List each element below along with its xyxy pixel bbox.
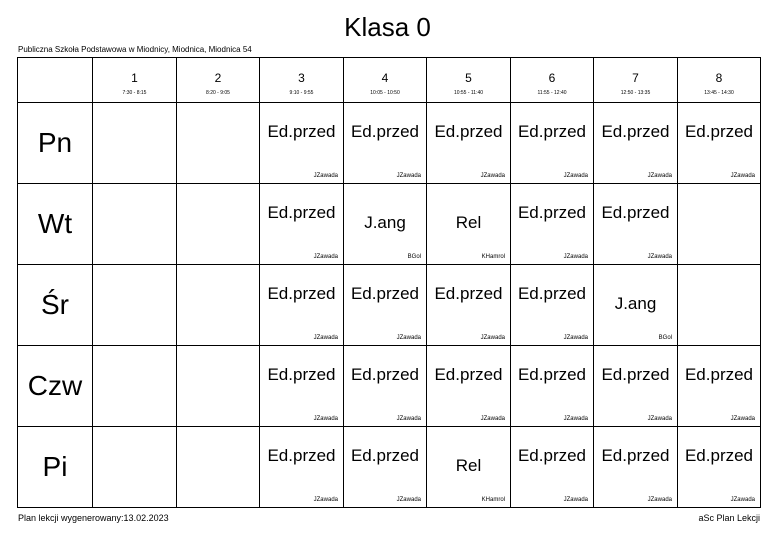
lesson-subject: Ed.przed — [350, 284, 420, 303]
lesson-cell — [594, 103, 678, 184]
lesson-cell — [260, 265, 344, 346]
day-row — [18, 265, 761, 346]
lesson-teacher: BGol — [658, 335, 672, 341]
lesson-cell — [344, 346, 427, 427]
period-number: 1 — [131, 71, 138, 85]
corner-cell — [18, 58, 93, 103]
lesson-subject: Rel — [455, 456, 482, 475]
lesson-teacher: JZawada — [313, 335, 338, 341]
lesson-subject: Ed.przed — [601, 446, 670, 465]
lesson-cell — [594, 265, 678, 346]
lesson-cell — [260, 184, 344, 265]
lesson-teacher: JZawada — [647, 254, 672, 260]
empty-cell — [177, 184, 260, 265]
lesson-teacher: JZawada — [480, 173, 505, 179]
empty-cell — [93, 346, 177, 427]
lesson-subject: Ed.przed — [350, 122, 420, 141]
lesson-cell — [427, 103, 511, 184]
brand-label: aSc Plan Lekcji — [698, 513, 760, 523]
empty-cell — [93, 427, 177, 508]
lesson-teacher: JZawada — [647, 416, 672, 422]
lesson-cell — [511, 265, 594, 346]
lesson-teacher: JZawada — [313, 497, 338, 503]
lesson-subject: Ed.przed — [434, 284, 503, 303]
lesson-teacher: JZawada — [647, 497, 672, 503]
empty-cell — [177, 346, 260, 427]
lesson-cell — [260, 103, 344, 184]
period-header — [177, 58, 260, 103]
lesson-subject: Ed.przed — [517, 284, 587, 303]
lesson-subject: Ed.przed — [267, 122, 336, 141]
generated-date: Plan lekcji wygenerowany:13.02.2023 — [18, 513, 169, 523]
day-row — [18, 427, 761, 508]
lesson-teacher: JZawada — [563, 335, 588, 341]
period-number: 3 — [298, 71, 305, 85]
lesson-teacher: KHamrol — [481, 254, 505, 260]
lesson-subject: Ed.przed — [517, 446, 587, 465]
timetable-grid — [17, 57, 761, 508]
period-header — [344, 58, 427, 103]
empty-cell — [93, 184, 177, 265]
lesson-cell — [511, 184, 594, 265]
period-number: 5 — [465, 71, 472, 85]
day-label: Pi — [18, 427, 93, 508]
page-title: Klasa 0 — [344, 12, 431, 42]
lesson-cell — [678, 103, 761, 184]
lesson-subject: Ed.przed — [601, 122, 670, 141]
lesson-teacher: JZawada — [313, 416, 338, 422]
lesson-cell — [594, 184, 678, 265]
day-row — [18, 184, 761, 265]
lesson-subject: Ed.przed — [684, 446, 754, 465]
lesson-cell — [260, 427, 344, 508]
lesson-subject: Ed.przed — [517, 203, 587, 222]
lesson-subject: Ed.przed — [517, 122, 587, 141]
lesson-teacher: JZawada — [396, 335, 421, 341]
lesson-teacher: JZawada — [480, 416, 505, 422]
lesson-teacher: KHamrol — [481, 497, 505, 503]
lesson-subject: J.ang — [614, 294, 657, 313]
lesson-cell — [427, 184, 511, 265]
lesson-teacher: BGol — [407, 254, 421, 260]
empty-cell — [678, 184, 761, 265]
period-header — [427, 58, 511, 103]
period-header — [678, 58, 761, 103]
period-number: 2 — [214, 71, 222, 85]
lesson-subject: Ed.przed — [517, 365, 587, 384]
period-time: 7:30 - 8:15 — [122, 90, 147, 96]
lesson-subject: Ed.przed — [434, 122, 503, 141]
header-row — [18, 58, 761, 103]
period-number: 6 — [548, 71, 556, 85]
lesson-cell — [594, 346, 678, 427]
day-label: Czw — [18, 346, 93, 427]
period-header — [93, 58, 177, 103]
lesson-teacher: JZawada — [396, 416, 421, 422]
day-row — [18, 103, 761, 184]
lesson-cell — [511, 346, 594, 427]
lesson-cell — [344, 184, 427, 265]
empty-cell — [177, 265, 260, 346]
lesson-subject: Ed.przed — [684, 122, 754, 141]
lesson-cell — [344, 103, 427, 184]
lesson-teacher: JZawada — [730, 497, 755, 503]
lesson-teacher: JZawada — [563, 497, 588, 503]
lesson-teacher: JZawada — [563, 173, 588, 179]
period-number: 8 — [715, 71, 723, 85]
period-header — [594, 58, 678, 103]
period-time: 10:05 - 10:50 — [370, 90, 400, 96]
day-row — [18, 346, 761, 427]
lesson-subject: Ed.przed — [350, 365, 420, 384]
day-label: Pn — [18, 103, 93, 184]
lesson-cell — [344, 265, 427, 346]
lesson-teacher: JZawada — [396, 497, 421, 503]
empty-cell — [93, 103, 177, 184]
period-time: 10:55 - 11:40 — [453, 90, 484, 96]
empty-cell — [93, 265, 177, 346]
lesson-cell — [427, 265, 511, 346]
lesson-cell — [678, 427, 761, 508]
day-label: Śr — [18, 265, 93, 346]
period-time: 12:50 - 13:35 — [620, 90, 651, 96]
lesson-cell — [427, 346, 511, 427]
empty-cell — [678, 265, 761, 346]
lesson-teacher: JZawada — [563, 416, 588, 422]
lesson-cell — [511, 427, 594, 508]
lesson-cell — [344, 427, 427, 508]
lesson-cell — [594, 427, 678, 508]
lesson-subject: Ed.przed — [350, 446, 420, 465]
lesson-subject: Ed.przed — [601, 365, 670, 384]
school-name: Publiczna Szkoła Podstawowa w Miodnicy, Miodnica, Miodnica 54 — [18, 45, 252, 54]
lesson-teacher: JZawada — [480, 335, 505, 341]
lesson-subject: Ed.przed — [267, 365, 336, 384]
lesson-subject: J.ang — [364, 213, 406, 232]
empty-cell — [177, 427, 260, 508]
period-number: 7 — [632, 71, 639, 85]
period-time: 13:45 - 14:30 — [704, 90, 734, 96]
period-number: 4 — [381, 71, 389, 85]
lesson-subject: Ed.przed — [601, 203, 670, 222]
lesson-cell — [678, 346, 761, 427]
lesson-subject: Ed.przed — [434, 365, 503, 384]
lesson-cell — [260, 346, 344, 427]
lesson-teacher: JZawada — [647, 173, 672, 179]
period-header — [260, 58, 344, 103]
period-time: 9:10 - 9:55 — [289, 90, 314, 96]
period-time: 11:55 - 12:40 — [537, 90, 567, 96]
day-label: Wt — [18, 184, 93, 265]
lesson-cell — [427, 427, 511, 508]
lesson-subject: Ed.przed — [267, 203, 336, 222]
empty-cell — [177, 103, 260, 184]
lesson-teacher: JZawada — [313, 254, 338, 260]
period-header — [511, 58, 594, 103]
lesson-subject: Ed.przed — [684, 365, 754, 384]
lesson-subject: Rel — [455, 213, 482, 232]
lesson-cell — [511, 103, 594, 184]
lesson-subject: Ed.przed — [267, 446, 336, 465]
period-time: 8:20 - 9:05 — [206, 90, 230, 96]
lesson-teacher: JZawada — [730, 173, 755, 179]
lesson-teacher: JZawada — [730, 416, 755, 422]
lesson-teacher: JZawada — [396, 173, 421, 179]
lesson-teacher: JZawada — [313, 173, 338, 179]
lesson-teacher: JZawada — [563, 254, 588, 260]
lesson-subject: Ed.przed — [267, 284, 336, 303]
